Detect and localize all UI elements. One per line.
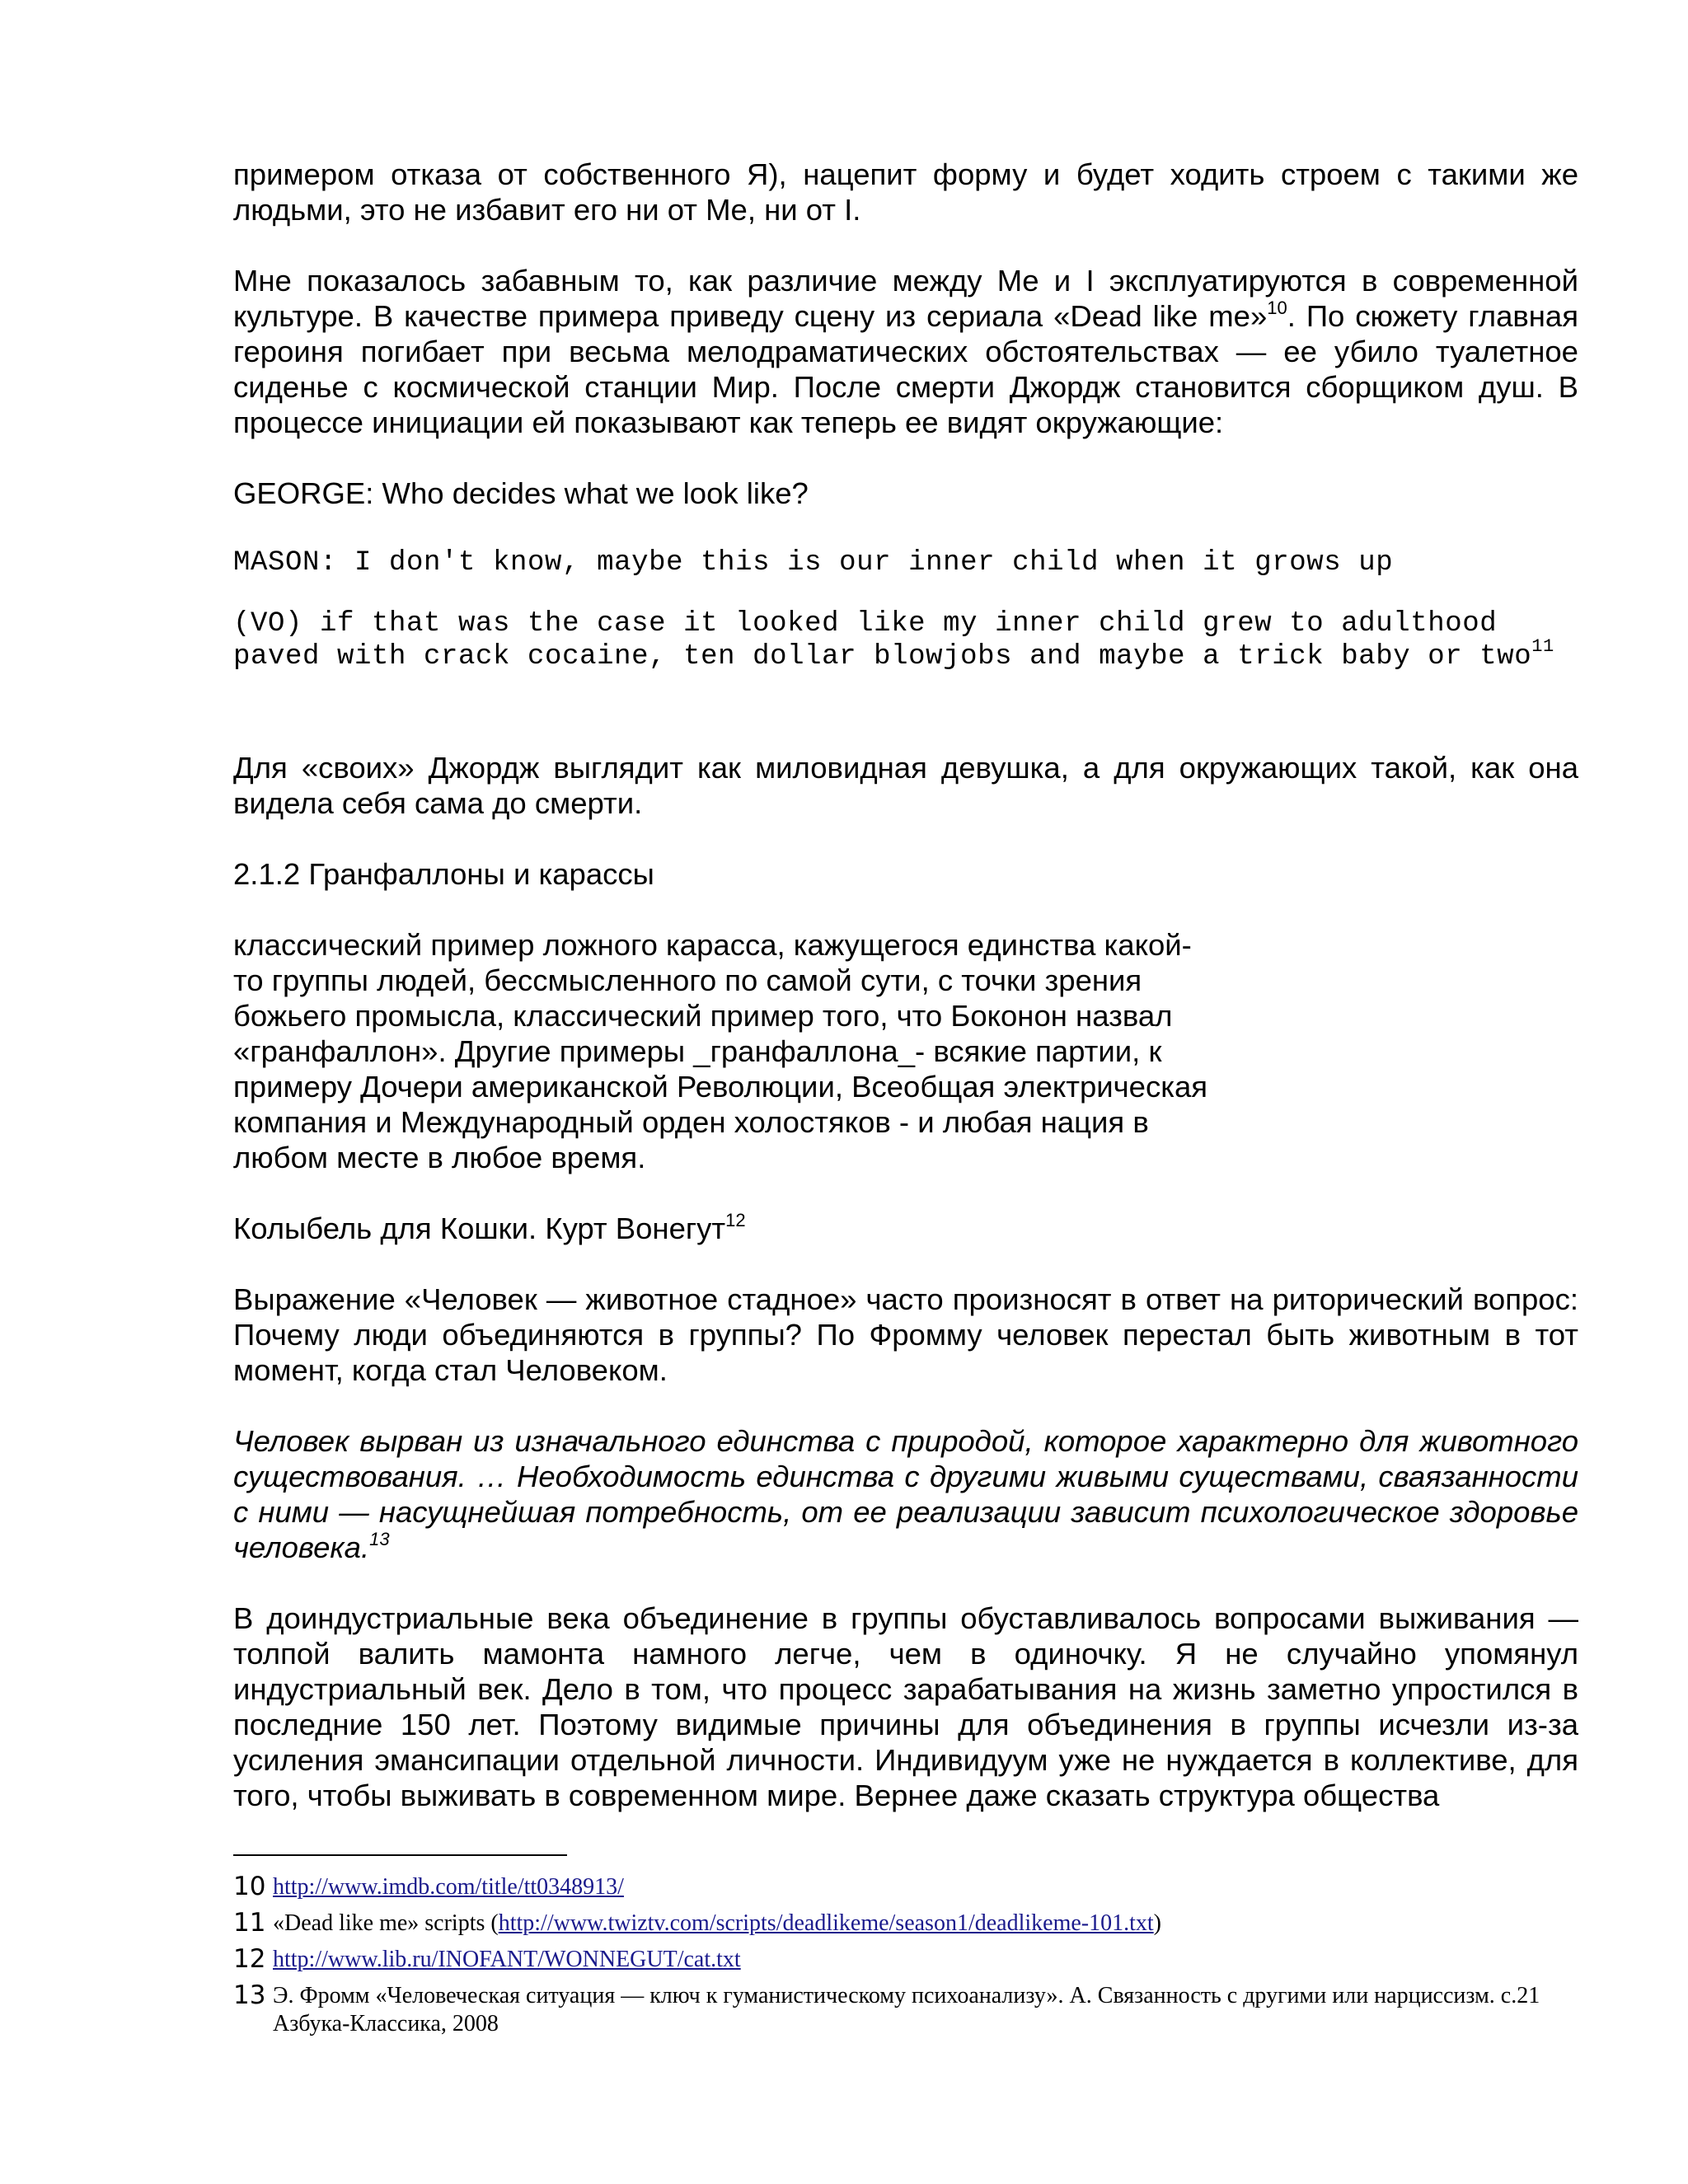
document-body [233,157,1578,1813]
footnote-number: 12 [233,1944,266,1974]
paragraph-2 [233,263,1578,440]
george-line: GEORGE: Who decides what we look like? [233,476,809,510]
mason-line: MASON: I don't know, maybe this is our inner child when it grows up [233,547,1394,579]
quote-line: «гранфаллон». Другие примеры _гранфаллона_- всякие партии, к [233,1034,1162,1068]
quote-line: компания и Международный орден холостяков - и любая нация в [233,1105,1149,1139]
fromm-quote [233,1423,1578,1565]
footnote-number: 10 [233,1872,266,1901]
footnote-link-twiztv[interactable]: http://www.twiztv.com/scripts/deadlikeme/season1/deadlikeme-101.txt [498,1910,1154,1936]
footnote-citation: Э. Фромм «Человеческая ситуация — ключ к гуманистическому психоанализу». А. Связанность с другими или нарциссизм. с.21 Азбука-Классика, 2008 [273,1983,1540,2036]
footnote-12 [233,1943,1578,1975]
footnote-11 [233,1907,1578,1938]
vo-line-2-text: paved with crack cocaine, ten dollar blowjobs and maybe a trick baby or two [233,641,1532,673]
footnote-ref-11[interactable]: 11 [1531,636,1554,657]
footnote-13 [233,1980,1578,2038]
section-heading: 2.1.2 Гранфаллоны и карассы [233,857,654,891]
footnote-prefix: «Dead like me» scripts ( [273,1910,499,1936]
footnote-number: 11 [233,1908,266,1938]
quote-line: божьего промысла, классический пример того, что Боконон назвал [233,999,1173,1033]
quote-line: то группы людей, бессмысленного по самой сути, с точки зрения [233,963,1142,997]
quote-line: примеру Дочери американской Революции, Всеобщая электрическая [233,1070,1208,1104]
paragraph-2-text-a: Мне показалось забавным то, как различие между Me и I эксплуатируются в современной культуре. В качестве примера приведу сцену из сериала «Dead like me» [233,264,1578,333]
paragraph-6: В доиндустриальные века объединение в группы обуставливалось вопросами выживания — толпой валить мамонта намного легче, чем в одиночку. Я не случайно упомянул индустриальный век. Дело в том, что процесс зарабатывания на жизнь заметно упростился в последние 150 лет. Поэтому видимые причины для объединения в группы исчезли из-за усиления эмансипации отдельной личности. Индивидуум уже не нуждается в коллективе, для того, чтобы выживать в современном мире. Вернее даже сказать структура общества [233,1601,1578,1812]
fromm-quote-text: Человек вырван из изначального единства с природой, которое характерно для животного существования. … Необходимость единства с другими живыми существами, сваязанности с ними — насущнейшая потребность, от ее реализации зависит психологическое здоровье человека. [233,1424,1578,1564]
paragraph-1: примером отказа от собственного Я), нацепит форму и будет ходить строем с такими же людьми, это не избавит его ни от Me, ни от I. [233,157,1578,227]
quote-source-text: Колыбель для Кошки. Курт Вонегут [233,1212,726,1245]
quote-line: классический пример ложного карасса, кажущегося единства какой- [233,928,1192,962]
footnote-link-imdb[interactable]: http://www.imdb.com/title/tt0348913/ [273,1874,624,1900]
footnote-ref-13[interactable]: 13 [369,1529,390,1549]
vonnegut-quote [233,927,1222,1175]
footnote-ref-12[interactable]: 12 [725,1210,746,1230]
footnotes [233,1854,1578,2043]
quote-source [233,1211,1578,1246]
footnote-10 [233,1871,1578,1902]
footnote-link-librU[interactable]: http://www.lib.ru/INOFANT/WONNEGUT/cat.txt [273,1947,741,1972]
paragraph-4: Выражение «Человек — животное стадное» часто произносят в ответ на риторический вопрос: Почему люди объединяются в группы? По Фромму человек перестал быть животным в тот момент, когда стал Человеком. [233,1282,1578,1387]
paragraph-2-text-b: . По сюжету главная героиня погибает при весьма мелодраматических обстоятельствах — ее убило туалетное сиденье с космической станции Мир. После смерти Джордж становится сборщиком душ. В процессе инициации ей показывают как теперь ее видят окружающие: [233,299,1578,439]
footnote-number: 13 [233,1980,266,2010]
footnote-divider [233,1854,567,1856]
vo-line-2 [233,636,1578,673]
paragraph-3: Для «своих» Джордж выглядит как миловидная девушка, а для окружающих такой, как она видела себя сама до смерти. [233,751,1578,820]
vo-line-1: (VO) if that was the case it looked like my inner child grew to adulthood [233,608,1498,640]
footnote-suffix: ) [1153,1910,1161,1936]
quote-line: любом месте в любое время. [233,1141,646,1174]
footnote-ref-10[interactable]: 10 [1267,298,1287,318]
